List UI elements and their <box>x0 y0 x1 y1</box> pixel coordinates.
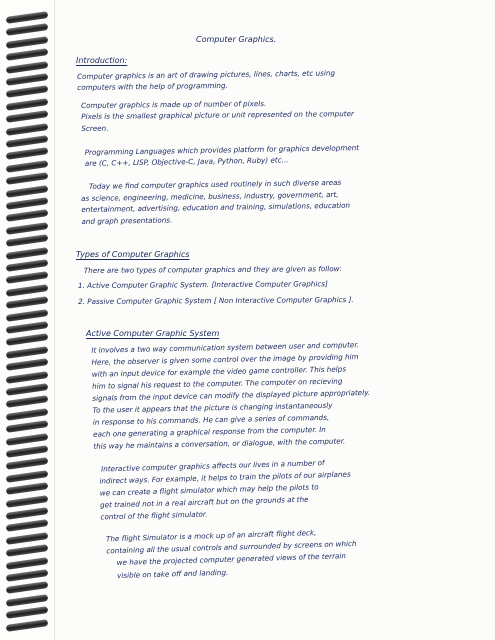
text-line: containing all the usual controls and surrounded by screens on which <box>106 538 357 556</box>
spiral-ring <box>6 495 49 508</box>
spiral-ring <box>6 272 49 285</box>
spiral-ring <box>6 321 49 334</box>
spiral-ring <box>6 284 49 297</box>
spiral-ring <box>6 110 49 123</box>
text-line: Today we find computer graphics used routinely in such diverse areas <box>88 177 342 191</box>
text-line: each one generating a graphical response from the computer. In <box>93 424 326 439</box>
list-item: 1. Active Computer Graphic System. [Interactive Computer Graphics] <box>77 279 328 290</box>
spiral-ring <box>6 433 49 446</box>
spiral-ring <box>6 148 49 161</box>
spiral-ring <box>6 396 49 409</box>
spiral-ring <box>6 619 49 632</box>
spiral-ring <box>6 11 49 24</box>
text-line: It involves a two way communication system between user and computer. <box>91 340 359 355</box>
text-line: control of the flight simulator. <box>100 509 208 522</box>
spiral-ring <box>6 569 49 582</box>
text-line: signals from the input device can modify the displayed picture appropriately. <box>92 387 371 403</box>
spiral-ring <box>6 371 49 384</box>
text-line: with an input device for example the video game controller. This helps <box>91 364 347 379</box>
spiral-ring <box>6 445 49 458</box>
text-line: There are two types of computer graphics and they are given as follow: <box>83 264 342 275</box>
spiral-ring <box>6 334 49 347</box>
spiral-ring <box>6 24 49 37</box>
spiral-ring <box>6 358 49 371</box>
spiral-ring <box>6 36 49 49</box>
spiral-ring <box>6 557 49 570</box>
text-line: Pixels is the smallest graphical picture or unit represented on the computer <box>81 109 354 121</box>
spiral-ring <box>6 346 49 359</box>
spiral-ring <box>6 470 49 483</box>
text-line: entertainment, advertising, education and training, simulations, education <box>81 200 351 214</box>
spiral-ring <box>6 222 49 235</box>
spiral-ring <box>6 296 49 309</box>
spiral-ring <box>6 544 49 557</box>
spiral-ring <box>6 48 49 61</box>
spiral-ring <box>6 383 49 396</box>
spiral-ring <box>6 172 49 185</box>
spiral-ring <box>6 532 49 545</box>
text-line: Interactive computer graphics affects our lives in a number of <box>100 458 325 474</box>
spiral-ring <box>6 210 49 223</box>
text-line: indirect ways. For example, it helps to train the pilots of our airplanes <box>99 469 351 486</box>
section-heading-active-system: Active Computer Graphic System <box>86 329 220 338</box>
section-heading-introduction: Introduction: <box>76 56 128 65</box>
text-line: Here, the observer is given some control over the image by providing him <box>91 352 359 367</box>
page-title: Computer Graphics. <box>196 35 277 44</box>
text-line: get trained not in a real aircraft but on the grounds at the <box>99 494 309 510</box>
text-line: we have the projected computer generated views of the terrain <box>116 551 347 568</box>
spiral-ring <box>6 247 49 260</box>
spiral-ring <box>6 160 49 173</box>
list-item: 2. Passive Computer Graphic System [ Non Interactive Computer Graphics ]. <box>78 295 354 306</box>
text-line: and graph presentations. <box>81 215 173 226</box>
spiral-ring <box>6 420 49 433</box>
text-line: are (C, C++, LISP, Objective-C, Java, Python, Ruby) etc... <box>84 155 289 168</box>
spiral-ring <box>6 234 49 247</box>
text-line: The flight Simulator is a mock up of an aircraft flight deck, <box>105 528 317 544</box>
spiral-ring <box>6 606 49 619</box>
spiral-ring <box>6 73 49 86</box>
spiral-ring <box>6 408 49 421</box>
spiral-ring <box>6 98 49 111</box>
text-line: visible on take off and landing. <box>116 567 229 581</box>
spiral-ring <box>6 582 49 595</box>
spiral-ring <box>6 197 49 210</box>
text-line: To the user it appears that the picture is changing instantaneously <box>92 400 333 415</box>
spiral-ring <box>6 259 49 272</box>
text-line: computers with the help of programming. <box>77 80 228 92</box>
spiral-ring <box>6 135 49 148</box>
section-heading-types: Types of Computer Graphics <box>76 250 190 259</box>
text-line: him to signal his request to the computer. The computer on recieving <box>91 376 343 391</box>
text-line: as science, engineering, medicine, business, industry, government, art, <box>81 189 339 203</box>
spiral-ring <box>6 520 49 533</box>
text-line: Screen. <box>81 123 109 133</box>
text-line: we can create a flight simulator which may help the pilots to <box>99 482 319 498</box>
spiral-ring <box>6 86 49 99</box>
text-line: Computer graphics is an art of drawing pictures, lines, charts, etc using <box>77 68 336 81</box>
spiral-ring <box>6 61 49 74</box>
spiral-ring <box>6 458 49 471</box>
spiral-ring <box>6 507 49 520</box>
text-line: Computer graphics is made up of number of pixels. <box>81 99 267 110</box>
text-line: Programming Languages which provides platform for graphics development <box>84 143 360 157</box>
spiral-binding <box>0 0 52 640</box>
text-line: in response to his commands. He can give a series of commands, <box>92 412 330 427</box>
text-line: this way he maintains a conversation, or dialogue, with the computer. <box>93 436 346 451</box>
spiral-ring <box>6 123 49 136</box>
spiral-ring <box>6 185 49 198</box>
spiral-ring <box>6 594 49 607</box>
spiral-ring <box>6 482 49 495</box>
spiral-ring <box>6 309 49 322</box>
